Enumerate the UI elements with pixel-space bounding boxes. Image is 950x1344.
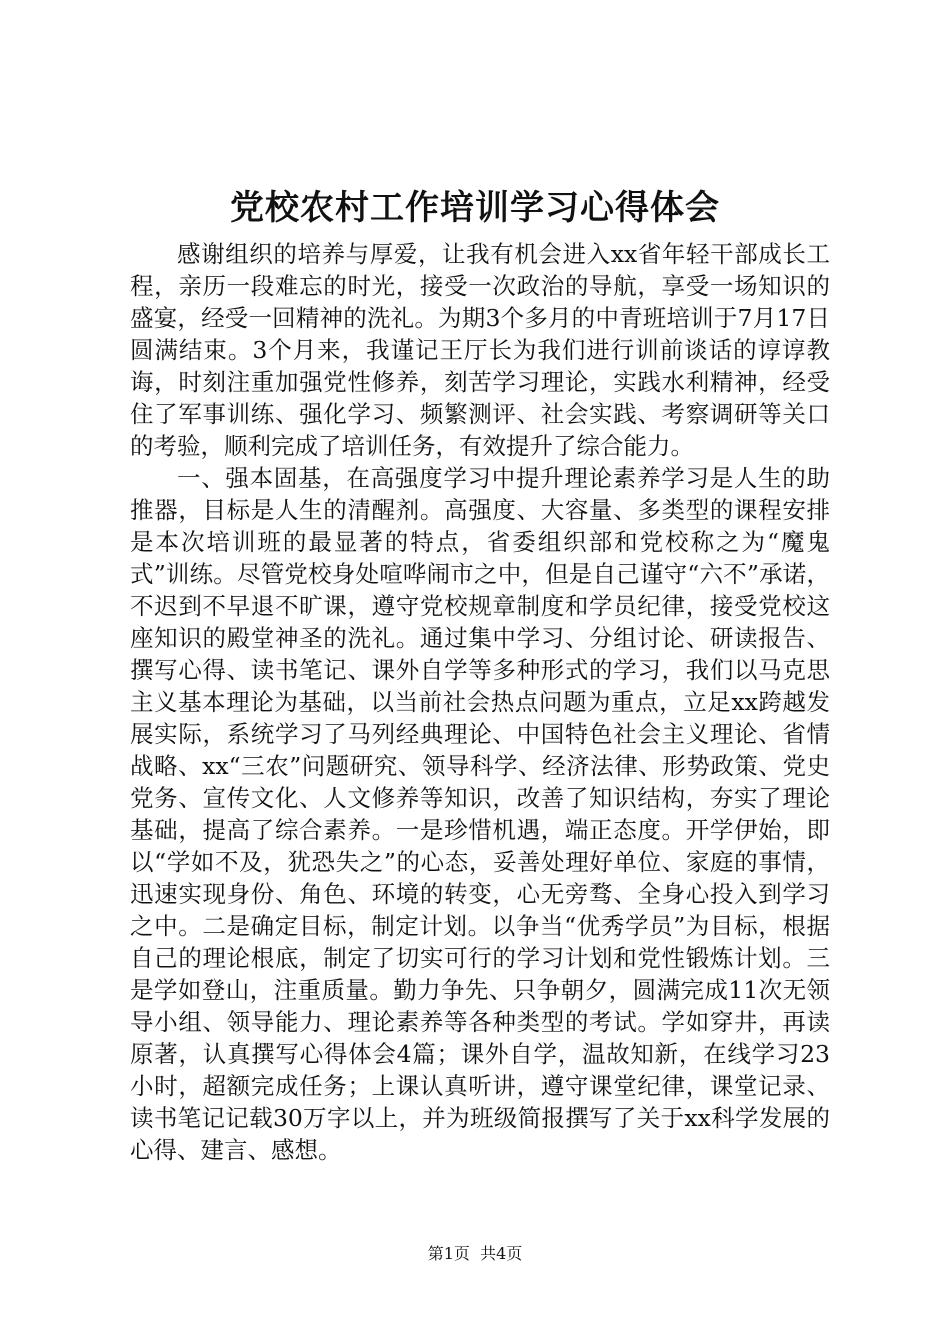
document-body (130, 238, 830, 1166)
paragraph-intro: 感谢组织的培养与厚爱，让我有机会进入xx省年轻干部成长工程，亲历一段难忘的时光，接受一次政治的导航，享受一场知识的盛宴，经受一回精神的洗礼。为期3个多月的中青班培训于7月17日圆满结束。3个月来，我谨记王厅长为我们进行训前谈话的谆谆教诲，时刻注重加强党性修养，刻苦学习理论，实践水利精神，经受住了军事训练、强化学习、频繁测评、社会实践、考察调研等关口的考验，顺利完成了培训任务，有效提升了综合能力。 (130, 240, 830, 460)
paragraph-section-one: 一、强本固基，在高强度学习中提升理论素养学习是人生的助推器，目标是人生的清醒剂。高强度、大容量、多类型的课程安排是本次培训班的最显著的特点，省委组织部和党校称之为“魔鬼式”训练。尽管党校身处喧哗闹市之中，但是自己谨守“六不”承诺，不迟到不早退不旷课，遵守党校规章制度和学员纪律，接受党校这座知识的殿堂神圣的洗礼。通过集中学习、分组讨论、研读报告、撰写心得、读书笔记、课外自学等多种形式的学习，我们以马克思主义基本理论为基础，以当前社会热点问题为重点，立足xx跨越发展实际，系统学习了马列经典理论、中国特色社会主义理论、省情战略、xx“三农”问题研究、领导科学、经济法律、形势政策、党史党务、宣传文化、人文修养等知识，改善了知识结构，夯实了理论基础，提高了综合素养。一是珍惜机遇，端正态度。开学伊始，即以“学如不及，犹恐失之”的心态，妥善处理好单位、家庭的事情，迅速实现身份、角色、环境的转变，心无旁骛、全身心投入到学习之中。二是确定目标，制定计划。以争当“优秀学员”为目标，根据自己的理论根底，制定了切实可行的学习计划和党性锻炼计划。三是学如登山，注重质量。勤力争先、只争朝夕，圆满完成11次无领导小组、领导能力、理论素养等各种类型的考试。学如穿井，再读原著，认真撰写心得体会4篇；课外自学，温故知新，在线学习23小时，超额完成任务；上课认真听讲，遵守课堂纪律，课堂记录、读书笔记记载30万字以上，并为班级简报撰写了关于xx科学发展的心得、建言、感想。 (130, 464, 830, 1164)
document-title: 党校农村工作培训学习心得体会 (230, 188, 720, 228)
page-number-footer: 第1页 共4页 (427, 1244, 523, 1263)
